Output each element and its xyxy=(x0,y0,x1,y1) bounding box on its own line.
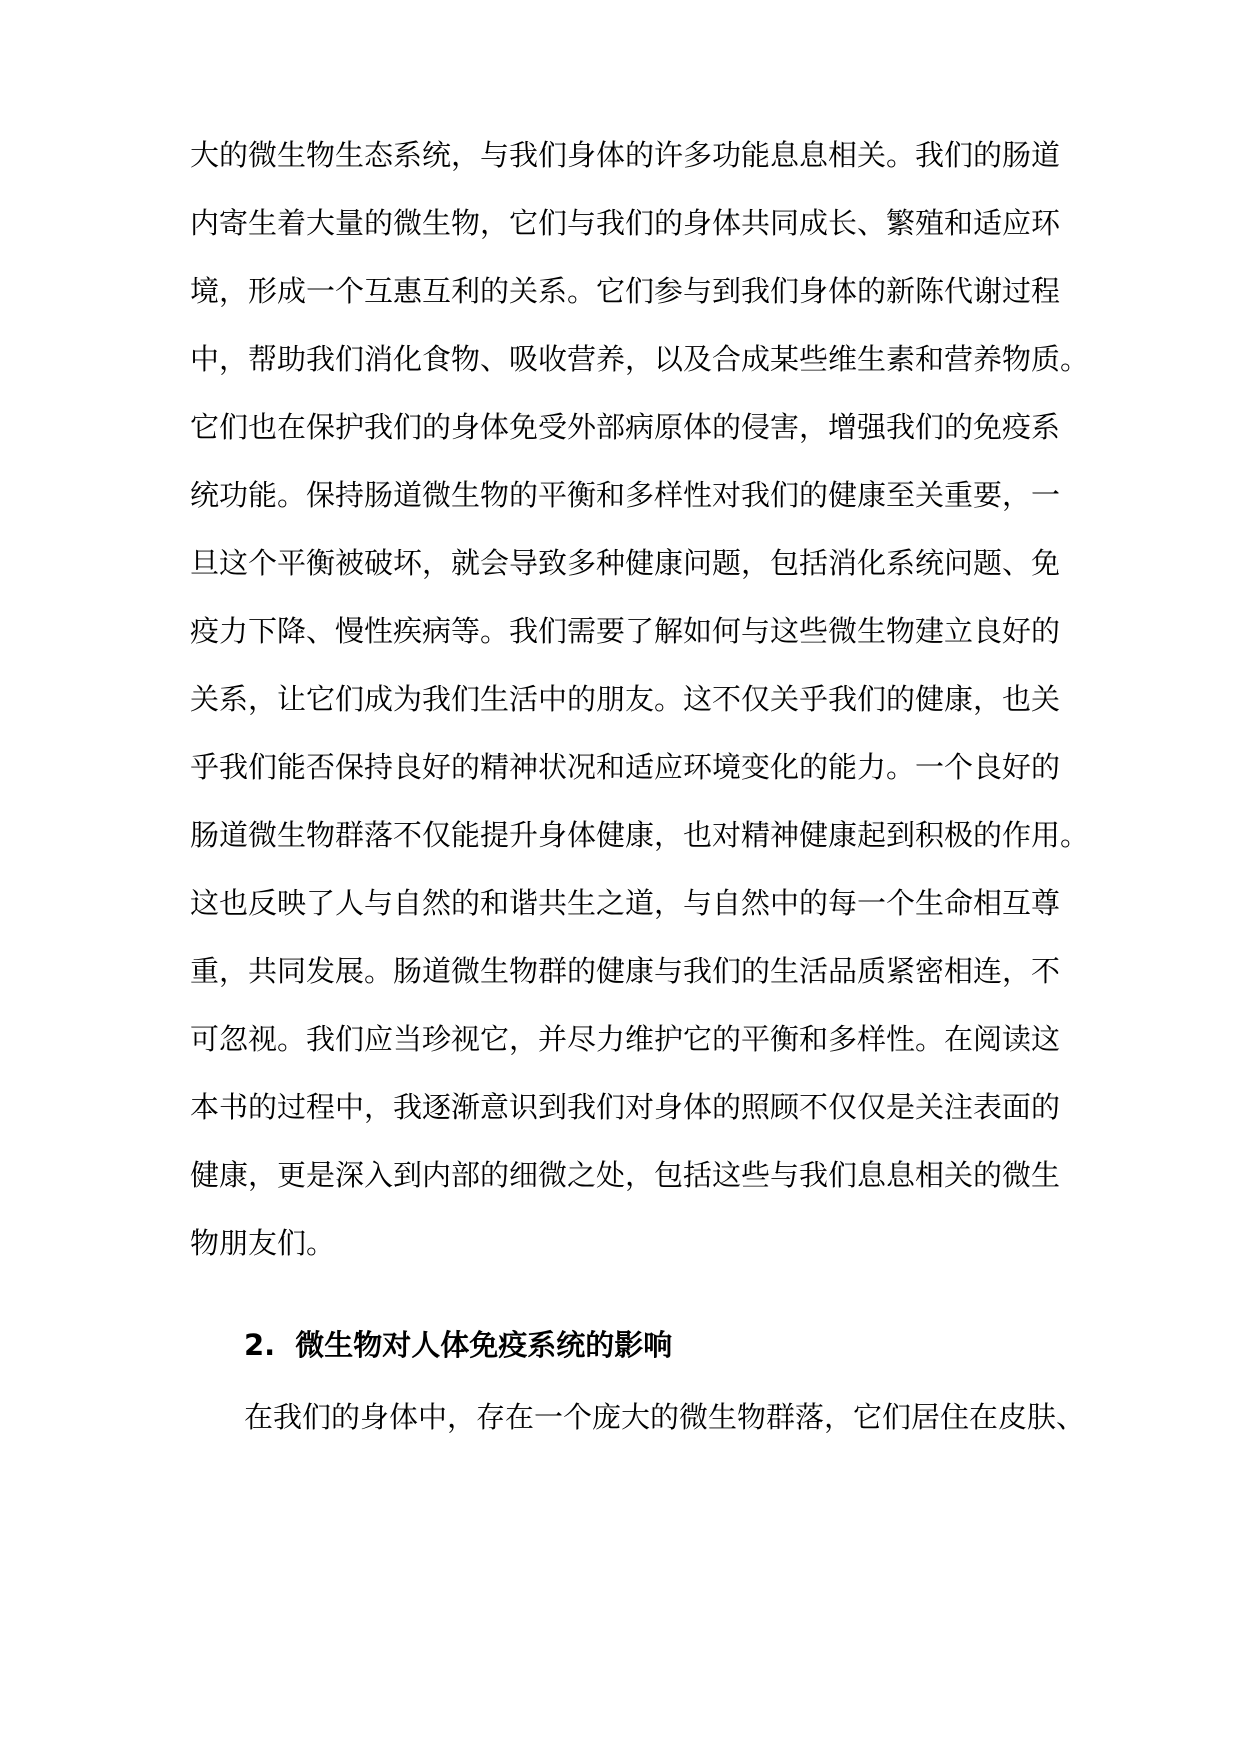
paragraph-line: 在我们的身体中，存在一个庞大的微生物群落，它们居住在皮肤、 xyxy=(244,1400,1086,1434)
paragraph-line: 大的微生物生态系统，与我们身体的许多功能息息相关。我们的肠道 xyxy=(190,138,1061,172)
paragraph-line: 乎我们能否保持良好的精神状况和适应环境变化的能力。一个良好的 xyxy=(190,750,1061,784)
section-heading xyxy=(244,1327,672,1363)
paragraph-line: 这也反映了人与自然的和谐共生之道，与自然中的每一个生命相互尊 xyxy=(190,886,1061,920)
paragraph-line: 可忽视。我们应当珍视它，并尽力维护它的平衡和多样性。在阅读这 xyxy=(190,1022,1061,1056)
paragraph-line: 统功能。保持肠道微生物的平衡和多样性对我们的健康至关重要，一 xyxy=(190,478,1061,512)
paragraph-line: 物朋友们。 xyxy=(190,1226,336,1260)
paragraph-line: 肠道微生物群落不仅能提升身体健康，也对精神健康起到积极的作用。 xyxy=(190,818,1090,852)
paragraph-line: 重，共同发展。肠道微生物群的健康与我们的生活品质紧密相连，不 xyxy=(190,954,1061,988)
paragraph-line: 本书的过程中，我逐渐意识到我们对身体的照顾不仅仅是关注表面的 xyxy=(190,1090,1061,1124)
paragraph-line: 境，形成一个互惠互利的关系。它们参与到我们身体的新陈代谢过程 xyxy=(190,274,1061,308)
section-number: 2. xyxy=(244,1328,276,1362)
paragraph-line: 旦这个平衡被破坏，就会导致多种健康问题，包括消化系统问题、免 xyxy=(190,546,1061,580)
paragraph-line: 内寄生着大量的微生物，它们与我们的身体共同成长、繁殖和适应环 xyxy=(190,206,1061,240)
paragraph-line: 关系，让它们成为我们生活中的朋友。这不仅关乎我们的健康，也关 xyxy=(190,682,1061,716)
paragraph-line: 疫力下降、慢性疾病等。我们需要了解如何与这些微生物建立良好的 xyxy=(190,614,1061,648)
paragraph-line: 它们也在保护我们的身体免受外部病原体的侵害，增强我们的免疫系 xyxy=(190,410,1061,444)
section-title: 微生物对人体免疫系统的影响 xyxy=(295,1328,673,1362)
paragraph-line: 中，帮助我们消化食物、吸收营养，以及合成某些维生素和营养物质。 xyxy=(190,342,1090,376)
paragraph-line: 健康，更是深入到内部的细微之处，包括这些与我们息息相关的微生 xyxy=(190,1158,1061,1192)
